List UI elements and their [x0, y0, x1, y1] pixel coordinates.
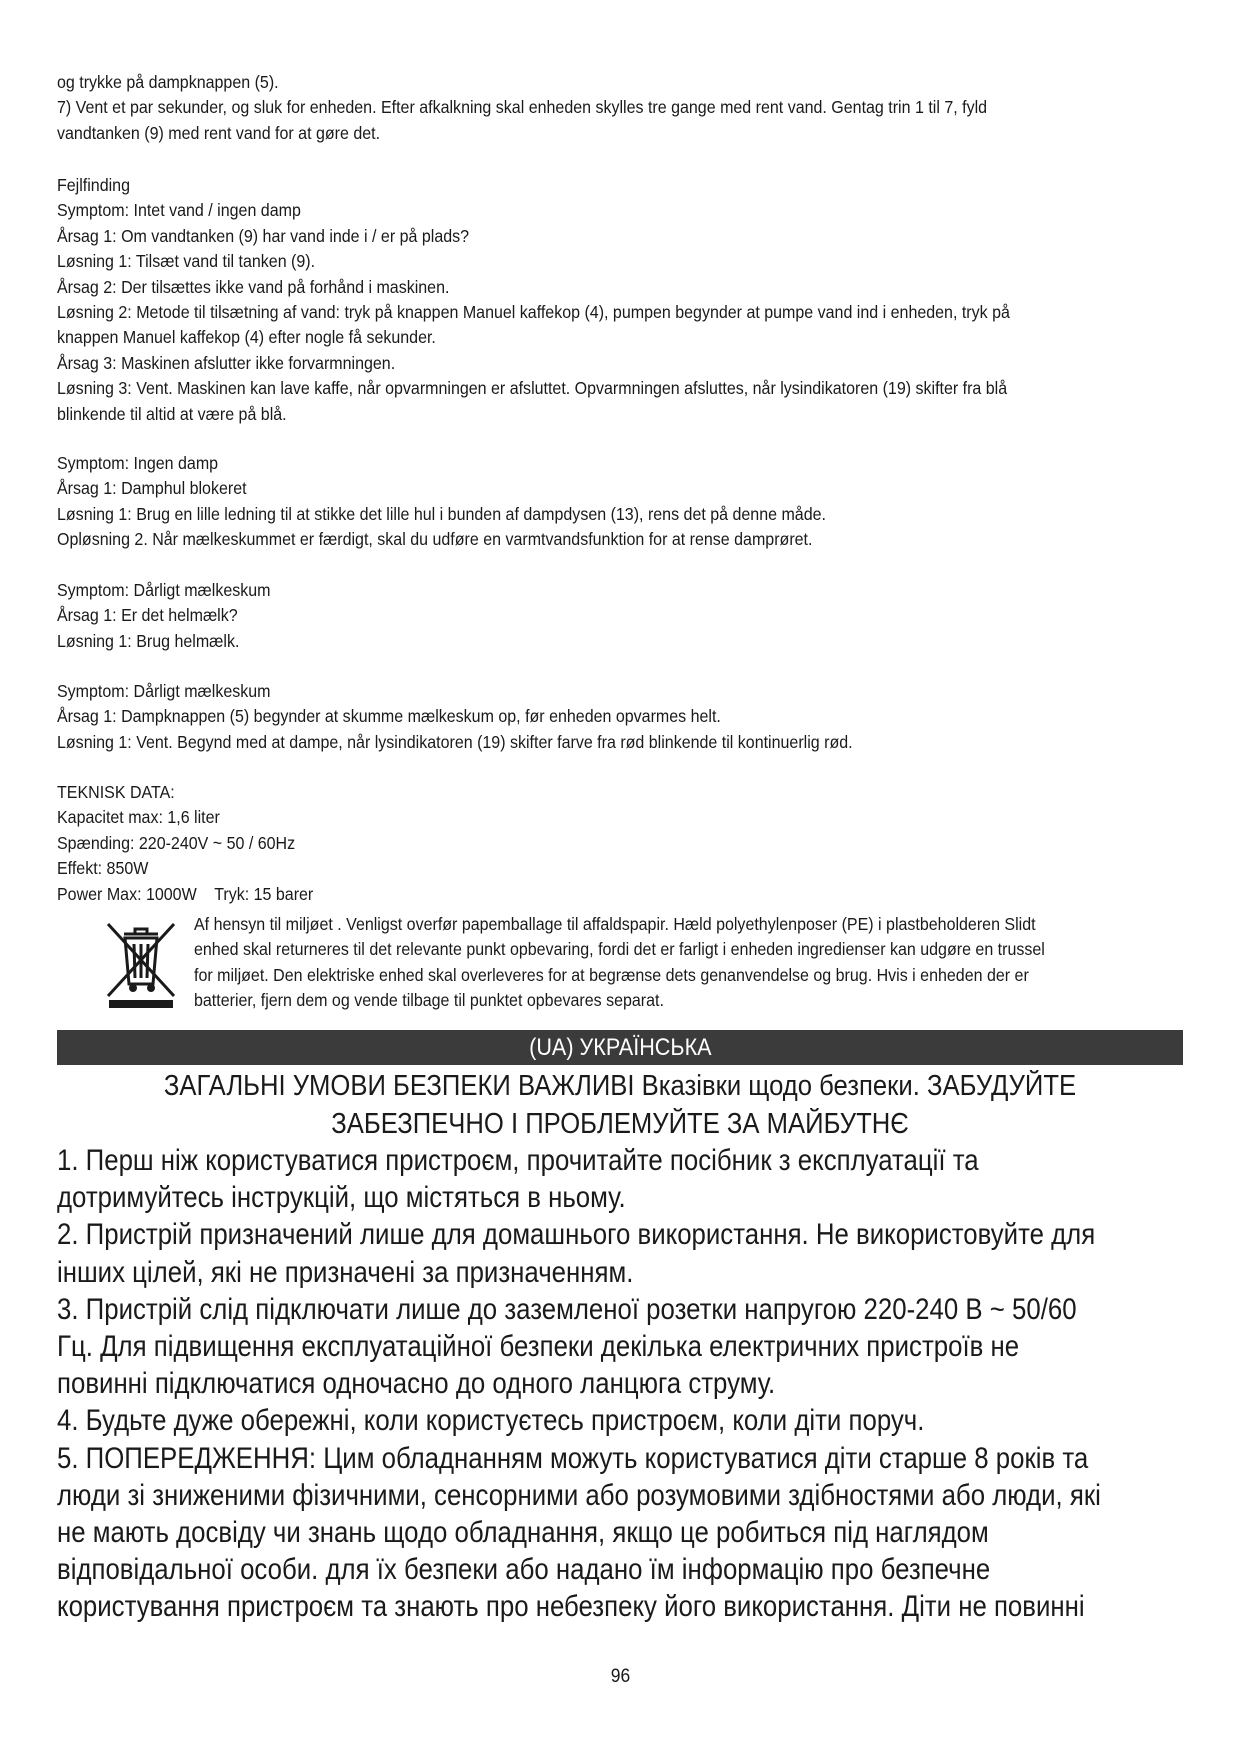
text-line: Årsag 3: Maskinen afslutter ikke forvarmningen.: [57, 352, 396, 373]
title-line: ЗАБЕЗПЕЧНО І ПРОБЛЕМУЙТЕ ЗА МАЙБУТНЄ: [331, 1108, 909, 1140]
text-line: Løsning 3: Vent. Maskinen kan lave kaffe, når opvarmningen er afsluttet. Opvarmningen afsluttes, når lysindikatoren (19) skifter fra blå: [57, 378, 1008, 399]
text-line: Årsag 1: Om vandtanken (9) har vand inde i / er på plads?: [57, 225, 470, 246]
safety-title: [57, 1067, 1183, 1143]
text-line: Symptom: Ingen damp: [57, 453, 219, 473]
text-line: Kapacitet max: 1,6 liter: [57, 807, 220, 828]
text-line: дотримуйтесь інструкцій, що містяться в ньому.: [57, 1181, 626, 1215]
title-line: ЗАГАЛЬНІ УМОВИ БЕЗПЕКИ ВАЖЛИВІ Вказівки щодо безпеки. ЗАБУДУЙТЕ: [163, 1070, 1077, 1102]
text-line: 4. Будьте дуже обережні, коли користуєтесь пристроєм, коли діти поруч.: [57, 1404, 925, 1438]
text-line: не мають досвіду чи знань щодо обладнання, якщо це робиться під наглядом: [57, 1515, 989, 1549]
poor-foam-block-2: [57, 679, 1085, 755]
text-line: люди зі зниженими фізичними, сенсорними або розумовими здібностями або люди, які: [57, 1478, 1101, 1512]
section-heading: Fejlfinding: [57, 175, 130, 195]
text-line: batterier, fjern dem og vende tilbage til punktet opbevares separat.: [194, 990, 664, 1011]
text-line: Løsning 1: Vent. Begynd med at dampe, når lysindikatoren (19) skifter farve fra rød blinkende til kontinuerlig rød.: [57, 731, 853, 752]
text-line: повинні підключатися одночасно до одного ланцюга струму.: [57, 1367, 776, 1401]
text-line: Symptom: Intet vand / ingen damp: [57, 200, 301, 221]
text-line: Årsag 1: Er det helmælk?: [57, 605, 238, 626]
section-header-label: (UA) УКРАЇНСЬКА: [528, 1034, 712, 1061]
text-line: vandtanken (9) med rent vand for at gøre det.: [57, 122, 381, 143]
text-line: og trykke på dampknappen (5).: [57, 72, 279, 92]
text-line: 5. ПОПЕРЕДЖЕННЯ: Цим обладнанням можуть користуватися діти старше 8 років та: [57, 1441, 1089, 1475]
page-number: 96: [610, 1666, 631, 1687]
text-line: blinkende til altid at være på blå.: [57, 403, 287, 424]
text-line: 2. Пристрій призначений лише для домашнього використання. Не використовуйте для: [57, 1218, 1096, 1252]
text-line: користування пристроєм та знають про небезпеку його використання. Діти не повинні: [57, 1590, 1085, 1624]
text-line: 7) Vent et par sekunder, og sluk for enheden. Efter afkalkning skal enheden skylles tre gange med rent vand. Gentag trin 1 til 7, fyld: [57, 97, 988, 118]
text-line: knappen Manuel kaffekop (4) efter nogle få sekunder.: [57, 327, 436, 348]
text-line: 3. Пристрій слід підключати лише до заземленої розетки напругою 220-240 В ~ 50/60: [57, 1292, 1077, 1326]
text-line: Af hensyn til miljøet . Venligst overfør papemballage til affaldspapir. Hæld polyethylenposer (PE) i plastbeholderen Slidt: [194, 914, 1036, 934]
text-line: Гц. Для підвищення експлуатаційної безпеки декілька електричних пристроїв не: [57, 1329, 1020, 1363]
text-line: Løsning 1: Brug en lille ledning til at stikke det lille hul i bunden af dampdysen (13), rens det på denne måde.: [57, 503, 826, 524]
text-line: Power Max: 1000W Tryk: 15 barer: [57, 883, 314, 904]
text-line: Spænding: 220-240V ~ 50 / 60Hz: [57, 832, 296, 853]
text-line: Effekt: 850W: [57, 858, 149, 879]
text-line: Årsag 1: Dampknappen (5) begynder at skumme mælkeskum op, før enheden opvarmes helt.: [57, 706, 721, 727]
text-line: Symptom: Dårligt mælkeskum: [57, 580, 271, 600]
text-line: enhed skal returneres til det relevante punkt opbevaring, fordi det er farligt i enheden ingredienser kan udgøre en trussel: [194, 939, 1045, 960]
technical-data-block: [57, 780, 1085, 907]
language-section-header: [57, 1030, 1183, 1065]
text-line: 1. Перш ніж користуватися пристроєм, прочитайте посібник з експлуатації та: [57, 1144, 979, 1177]
text-line: інших цілей, які не призначені за призначенням.: [57, 1255, 634, 1289]
text-line: відповідальної особи. для їх безпеки або надано їм інформацію про безпечне: [57, 1553, 991, 1587]
safety-instructions: [57, 1142, 1175, 1625]
crossed-out-wheelie-bin-icon: [104, 918, 178, 1010]
troubleshooting-block: [57, 173, 1085, 427]
text-line: for miljøet. Den elektriske enhed skal overleveres for at begrænse dets genanvendelse og brug. Hvis i enheden der er: [194, 964, 1029, 985]
text-line: Løsning 2: Metode til tilsætning af vand: tryk på knappen Manuel kaffekop (4), pumpen begynder at pumpe vand ind i enheden, tryk på: [57, 301, 1010, 322]
text-line: Årsag 1: Damphul blokeret: [57, 478, 247, 499]
text-line: Opløsning 2. Når mælkeskummet er færdigt, skal du udføre en varmtvandsfunktion for at rense damprøret.: [57, 529, 813, 550]
text-line: Løsning 1: Tilsæt vand til tanken (9).: [57, 251, 316, 272]
decalcification-end-block: [57, 70, 1085, 146]
text-line: Årsag 2: Der tilsættes ikke vand på forhånd i maskinen.: [57, 276, 450, 297]
environment-notice: [194, 912, 1131, 1014]
section-heading: TEKNISK DATA:: [57, 782, 175, 802]
text-line: Symptom: Dårligt mælkeskum: [57, 681, 271, 701]
no-steam-block: [57, 451, 1085, 553]
text-line: Løsning 1: Brug helmælk.: [57, 630, 240, 651]
poor-foam-block-1: [57, 578, 1085, 654]
